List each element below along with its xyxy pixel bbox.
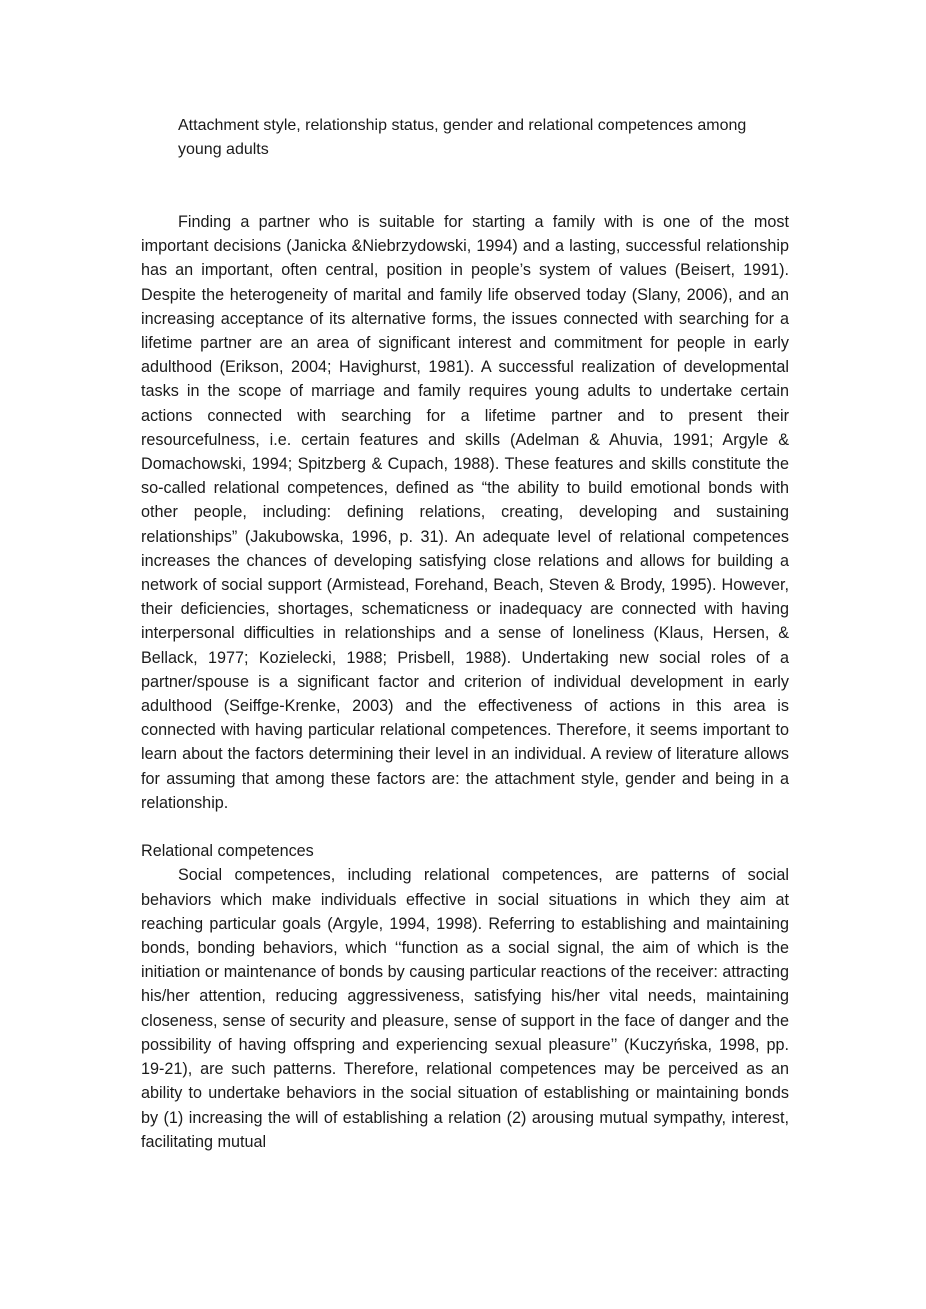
paragraph-spacer	[141, 815, 789, 839]
section-paragraph: Social competences, including relational competences, are patterns of social behaviors which make individuals effective in social situations in which they aim at reaching particular goals (Argyle, 1994, 1998). Referring to establishing and maintaining bonds, bonding behaviors, which ‘‘function as a social signal, the aim of which is the initiation or maintenance of bonds by causing particular reactions of the receiver: attracting his/her attention, reducing aggressiveness, satisfying his/her vital needs, maintaining closeness, sense of security and pleasure, sense of support in the face of danger and the possibility of having offspring and experiencing sexual pleasure’’ (Kuczyńska, 1998, pp. 19-21), are such patterns. Therefore, relational competences may be perceived as an ability to undertake behaviors in the social situation of establishing or maintaining bonds by (1) increasing the will of establishing a relation (2) arousing mutual sympathy, interest, facilitating mutual	[141, 866, 789, 1151]
paper-title: Attachment style, relationship status, gender and relational competences among young adults	[178, 117, 747, 158]
intro-paragraph: Finding a partner who is suitable for starting a family with is one of the most important decisions (Janicka &Niebrzydowski, 1994) and a lasting, successful relationship has an important, often central, position in people’s system of values (Beisert, 1991). Despite the heterogeneity of marital and family life observed today (Slany, 2006), and an increasing acceptance of its alternative forms, the issues connected with searching for a lifetime partner are an area of significant interest and commitment for people in early adulthood (Erikson, 2004; Havighurst, 1981). A successful realization of developmental tasks in the scope of marriage and family requires young adults to undertake certain actions connected with searching for a lifetime partner and to present their resourcefulness, i.e. certain features and skills (Adelman & Ahuvia, 1991; Argyle & Domachowski, 1994; Spitzberg & Cupach, 1988). These features and skills constitute the so-called relational competences, defined as “the ability to build emotional bonds with other people, including: defining relations, creating, developing and sustaining relationships” (Jakubowska, 1996, p. 31). An adequate level of relational competences increases the chances of developing satisfying close relations and allows for building a network of social support (Armistead, Forehand, Beach, Steven & Brody, 1995). However, their deficiencies, shortages, schematicness or inadequacy are connected with having interpersonal difficulties in relationships and a sense of loneliness (Klaus, Hersen, & Bellack, 1977; Kozielecki, 1988; Prisbell, 1988). Undertaking new social roles of a partner/spouse is a significant factor and criterion of individual development in early adulthood (Seiffge-Krenke, 2003) and the effectiveness of actions in this area is connected with having particular relational competences. Therefore, it seems important to learn about the factors determining their level in an individual. A review of literature allows for assuming that among these factors are: the attachment style, gender and being in a relationship.	[141, 213, 789, 812]
paper-body	[141, 210, 789, 1154]
section-heading: Relational competences	[141, 842, 314, 861]
